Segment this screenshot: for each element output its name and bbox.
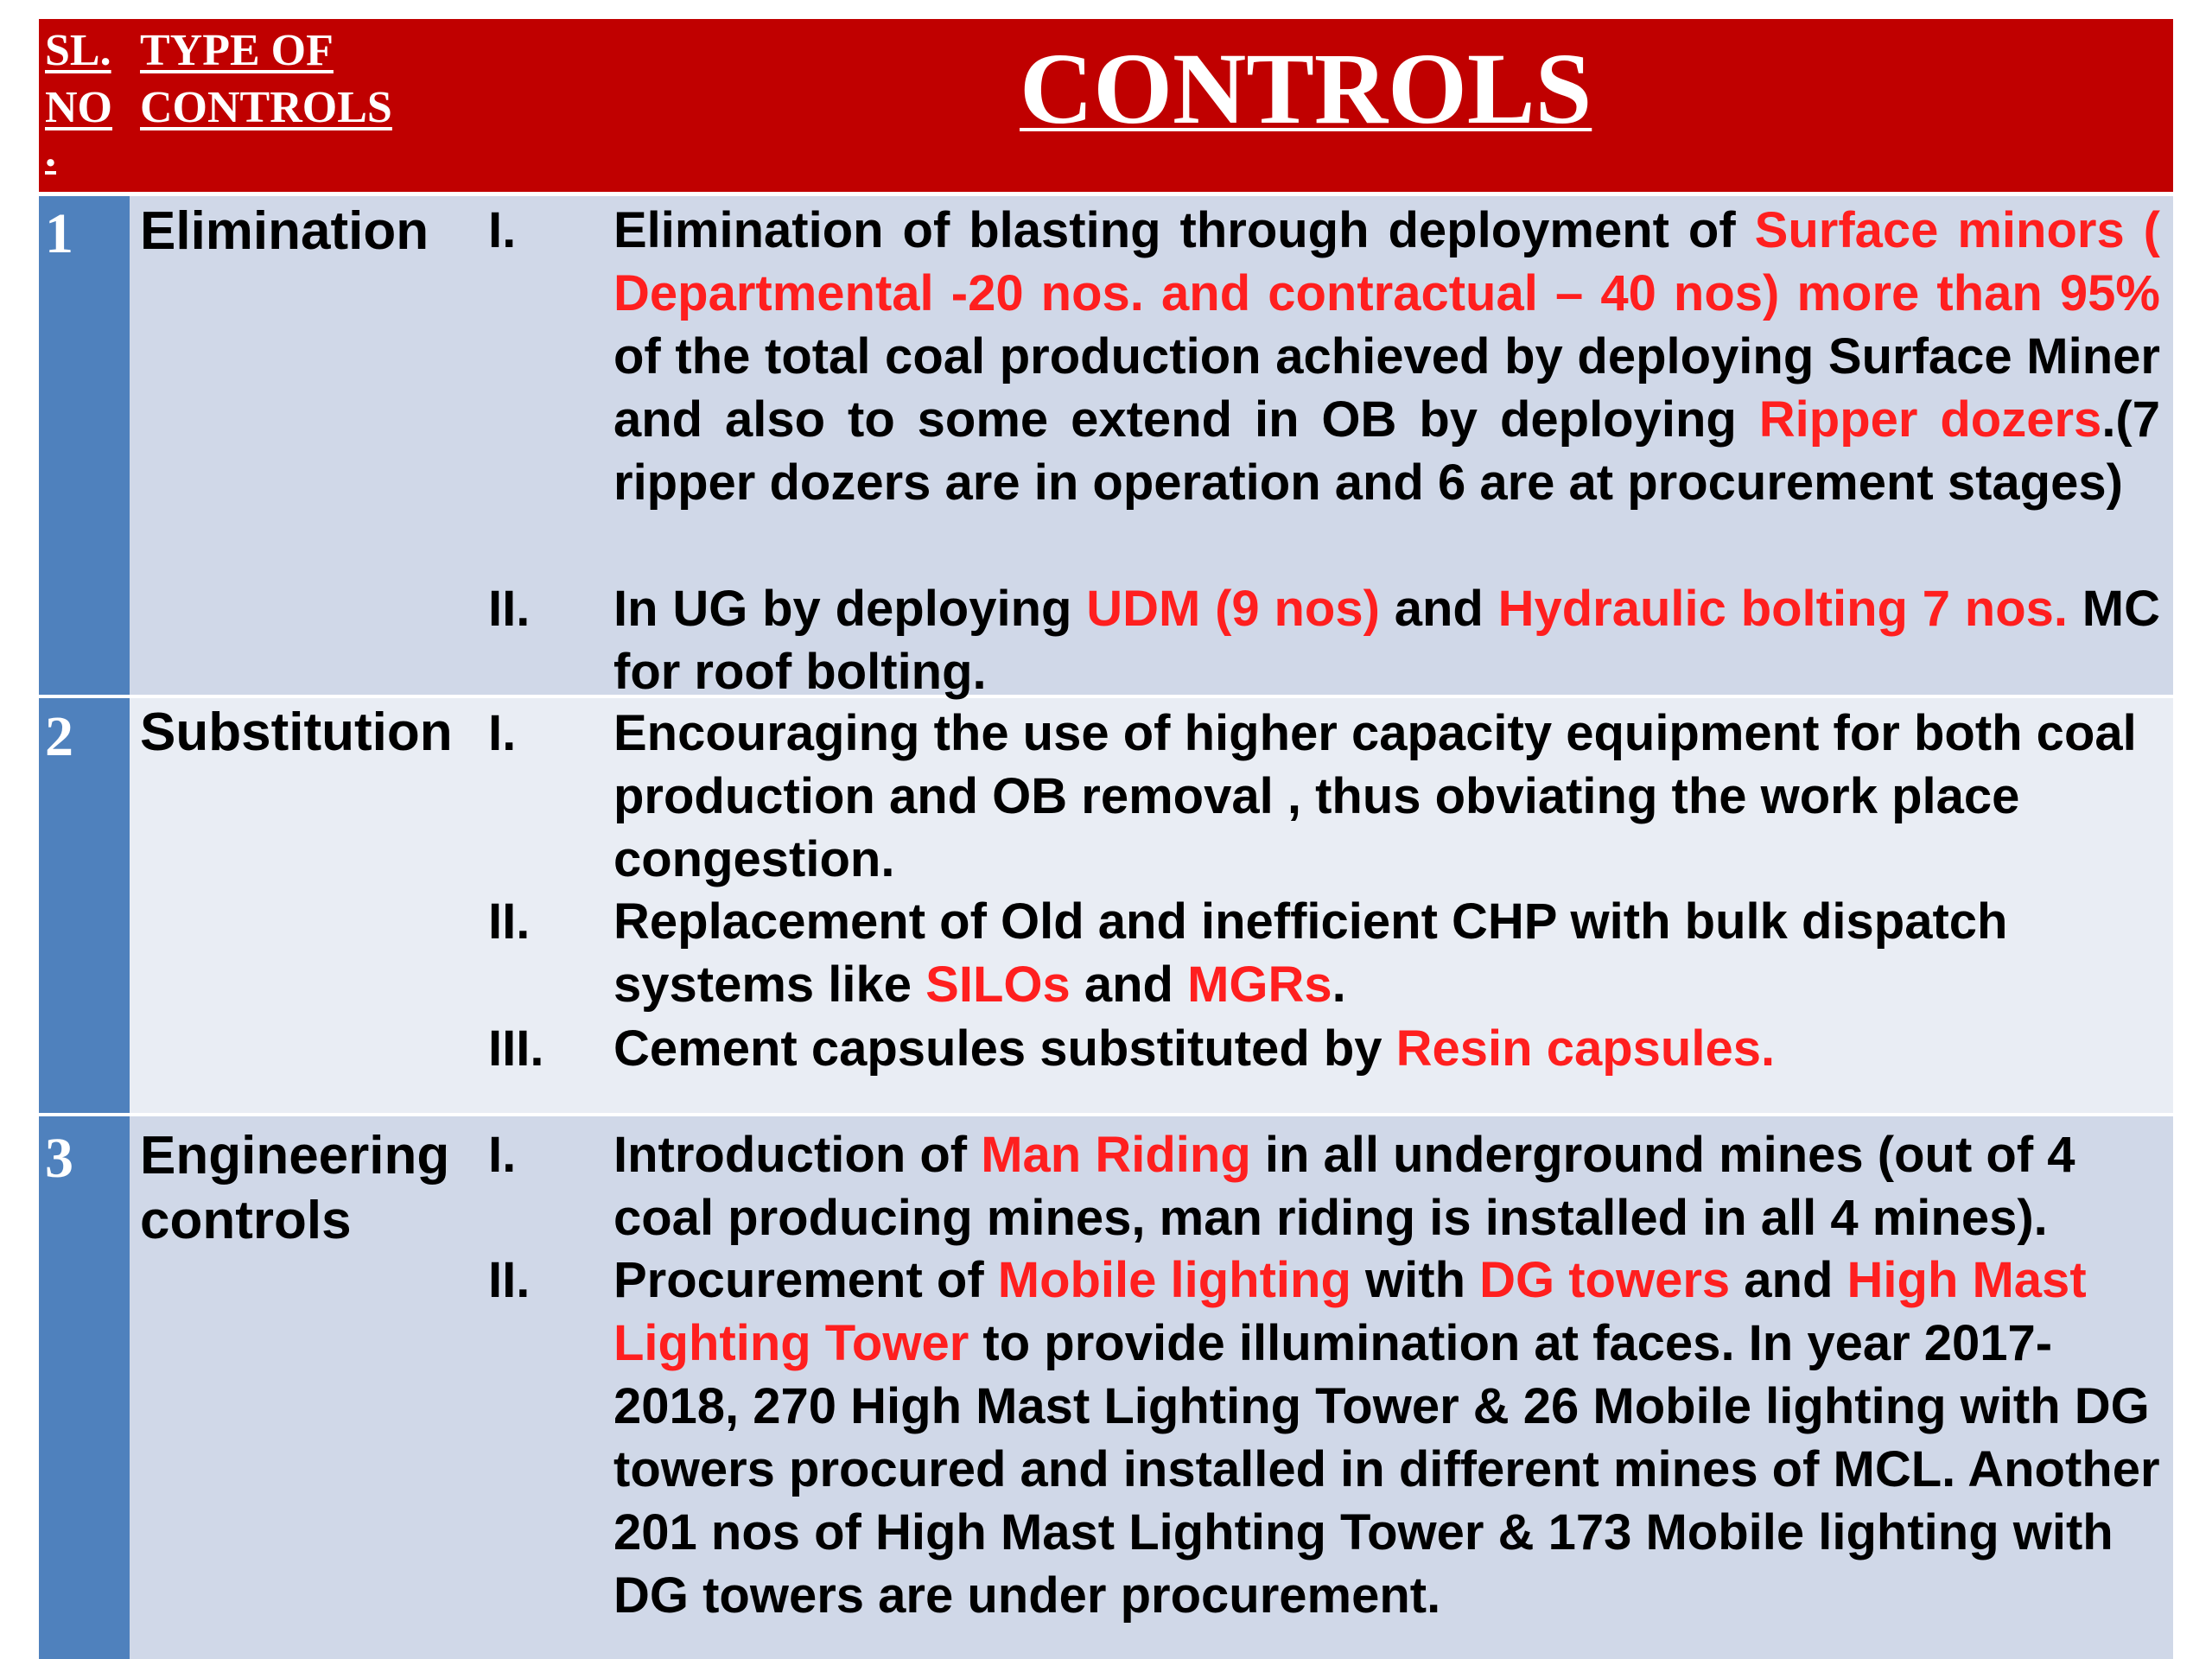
highlighted-text: Ripper dozers — [1758, 391, 2102, 448]
header-controls-title: CONTROLS — [1020, 32, 1592, 145]
body-text: Introduction of — [613, 1127, 982, 1183]
row-1-number-cell — [39, 196, 130, 695]
body-text: and — [1379, 581, 1498, 637]
header-sl-line-3: . — [45, 127, 56, 176]
item-text — [613, 1017, 2160, 1080]
highlighted-text: DG towers — [1479, 1252, 1731, 1308]
row-3-number: 3 — [45, 1127, 73, 1190]
highlighted-text: UDM (9 nos) — [1086, 581, 1380, 637]
body-text: Cement capsules substituted by — [613, 1020, 1396, 1077]
header-sl-no — [45, 22, 112, 176]
body-text: Replacement of Old and inefficient CHP with bulk dispatch systems like — [613, 893, 2008, 1013]
body-text: Elimination of blasting through deployment of — [613, 202, 1755, 258]
item-roman-numeral: I. — [488, 705, 517, 761]
item-roman-numeral: II. — [488, 893, 531, 950]
body-text: .(7 ripper dozers are in operation and 6 are at procurement stages) — [613, 391, 2160, 511]
highlighted-text: MGRs — [1187, 957, 1332, 1013]
body-text: with — [1351, 1252, 1480, 1308]
header-type-of-controls — [140, 22, 392, 137]
item-roman-numeral: I. — [488, 1127, 517, 1183]
highlighted-text: High Mast Lighting Tower — [613, 1252, 2087, 1371]
row-1-type: Elimination — [140, 201, 429, 261]
row-1-number: 1 — [45, 202, 73, 265]
highlighted-text: Hydraulic bolting 7 nos. — [1497, 581, 2068, 637]
body-text: MC for roof bolting. — [613, 581, 2160, 700]
item-roman-numeral: II. — [488, 1252, 531, 1308]
highlighted-text: Resin capsules. — [1395, 1020, 1776, 1077]
body-text: Encouraging the use of higher capacity equipment for both coal production and OB removal , thus obviating the work place congestion. — [613, 705, 2137, 887]
body-text: In UG by deploying — [613, 581, 1087, 637]
highlighted-text: Man Riding — [981, 1127, 1251, 1183]
row-3-number-cell — [39, 1116, 130, 1659]
highlighted-text: Mobile lighting — [997, 1252, 1351, 1308]
item-text — [613, 1249, 2160, 1627]
row-3-type: Engineering controls — [140, 1126, 450, 1250]
row-1-type-cell — [130, 196, 480, 695]
body-text: and — [1730, 1252, 1847, 1308]
body-text: of the total coal production achieved by deploying Surface Miner and also to some extend in OB by deploying — [613, 328, 2160, 448]
body-text: . — [1332, 957, 1346, 1013]
item-text — [613, 1123, 2160, 1249]
item-roman-numeral: III. — [488, 1020, 544, 1077]
row-2-type: Substitution — [140, 702, 453, 762]
body-text: Procurement of — [613, 1252, 998, 1308]
body-text: in all underground mines (out of 4 coal producing mines, man riding is installed in all 4 mines). — [613, 1127, 2075, 1246]
body-text: and — [1070, 957, 1188, 1013]
row-2-number: 2 — [45, 705, 73, 768]
item-text — [613, 890, 2160, 1016]
header-sl-line-1: SL. — [45, 26, 111, 75]
highlighted-text: Surface minors ( Departmental -20 nos. and contractual – 40 nos) more than 95% — [613, 202, 2161, 321]
item-text — [613, 577, 2160, 703]
highlighted-text: SILOs — [925, 957, 1071, 1013]
item-text — [613, 702, 2160, 891]
item-roman-numeral: II. — [488, 581, 531, 637]
header-sl-line-2: NO — [45, 83, 112, 132]
header-type-line-1: TYPE OF — [140, 26, 334, 75]
body-text: to provide illumination at faces. In year 2017-2018, 270 High Mast Lighting Tower & 26 Mobile lighting with DG towers procured and installed in different mines of MCL. Another 201 nos of High Mast Lighting Tower & 173 Mobile lighting with DG towers are under procurement. — [613, 1315, 2160, 1624]
item-roman-numeral: I. — [488, 202, 517, 258]
header-type-line-2: CONTROLS — [140, 83, 392, 132]
item-text — [613, 199, 2160, 514]
